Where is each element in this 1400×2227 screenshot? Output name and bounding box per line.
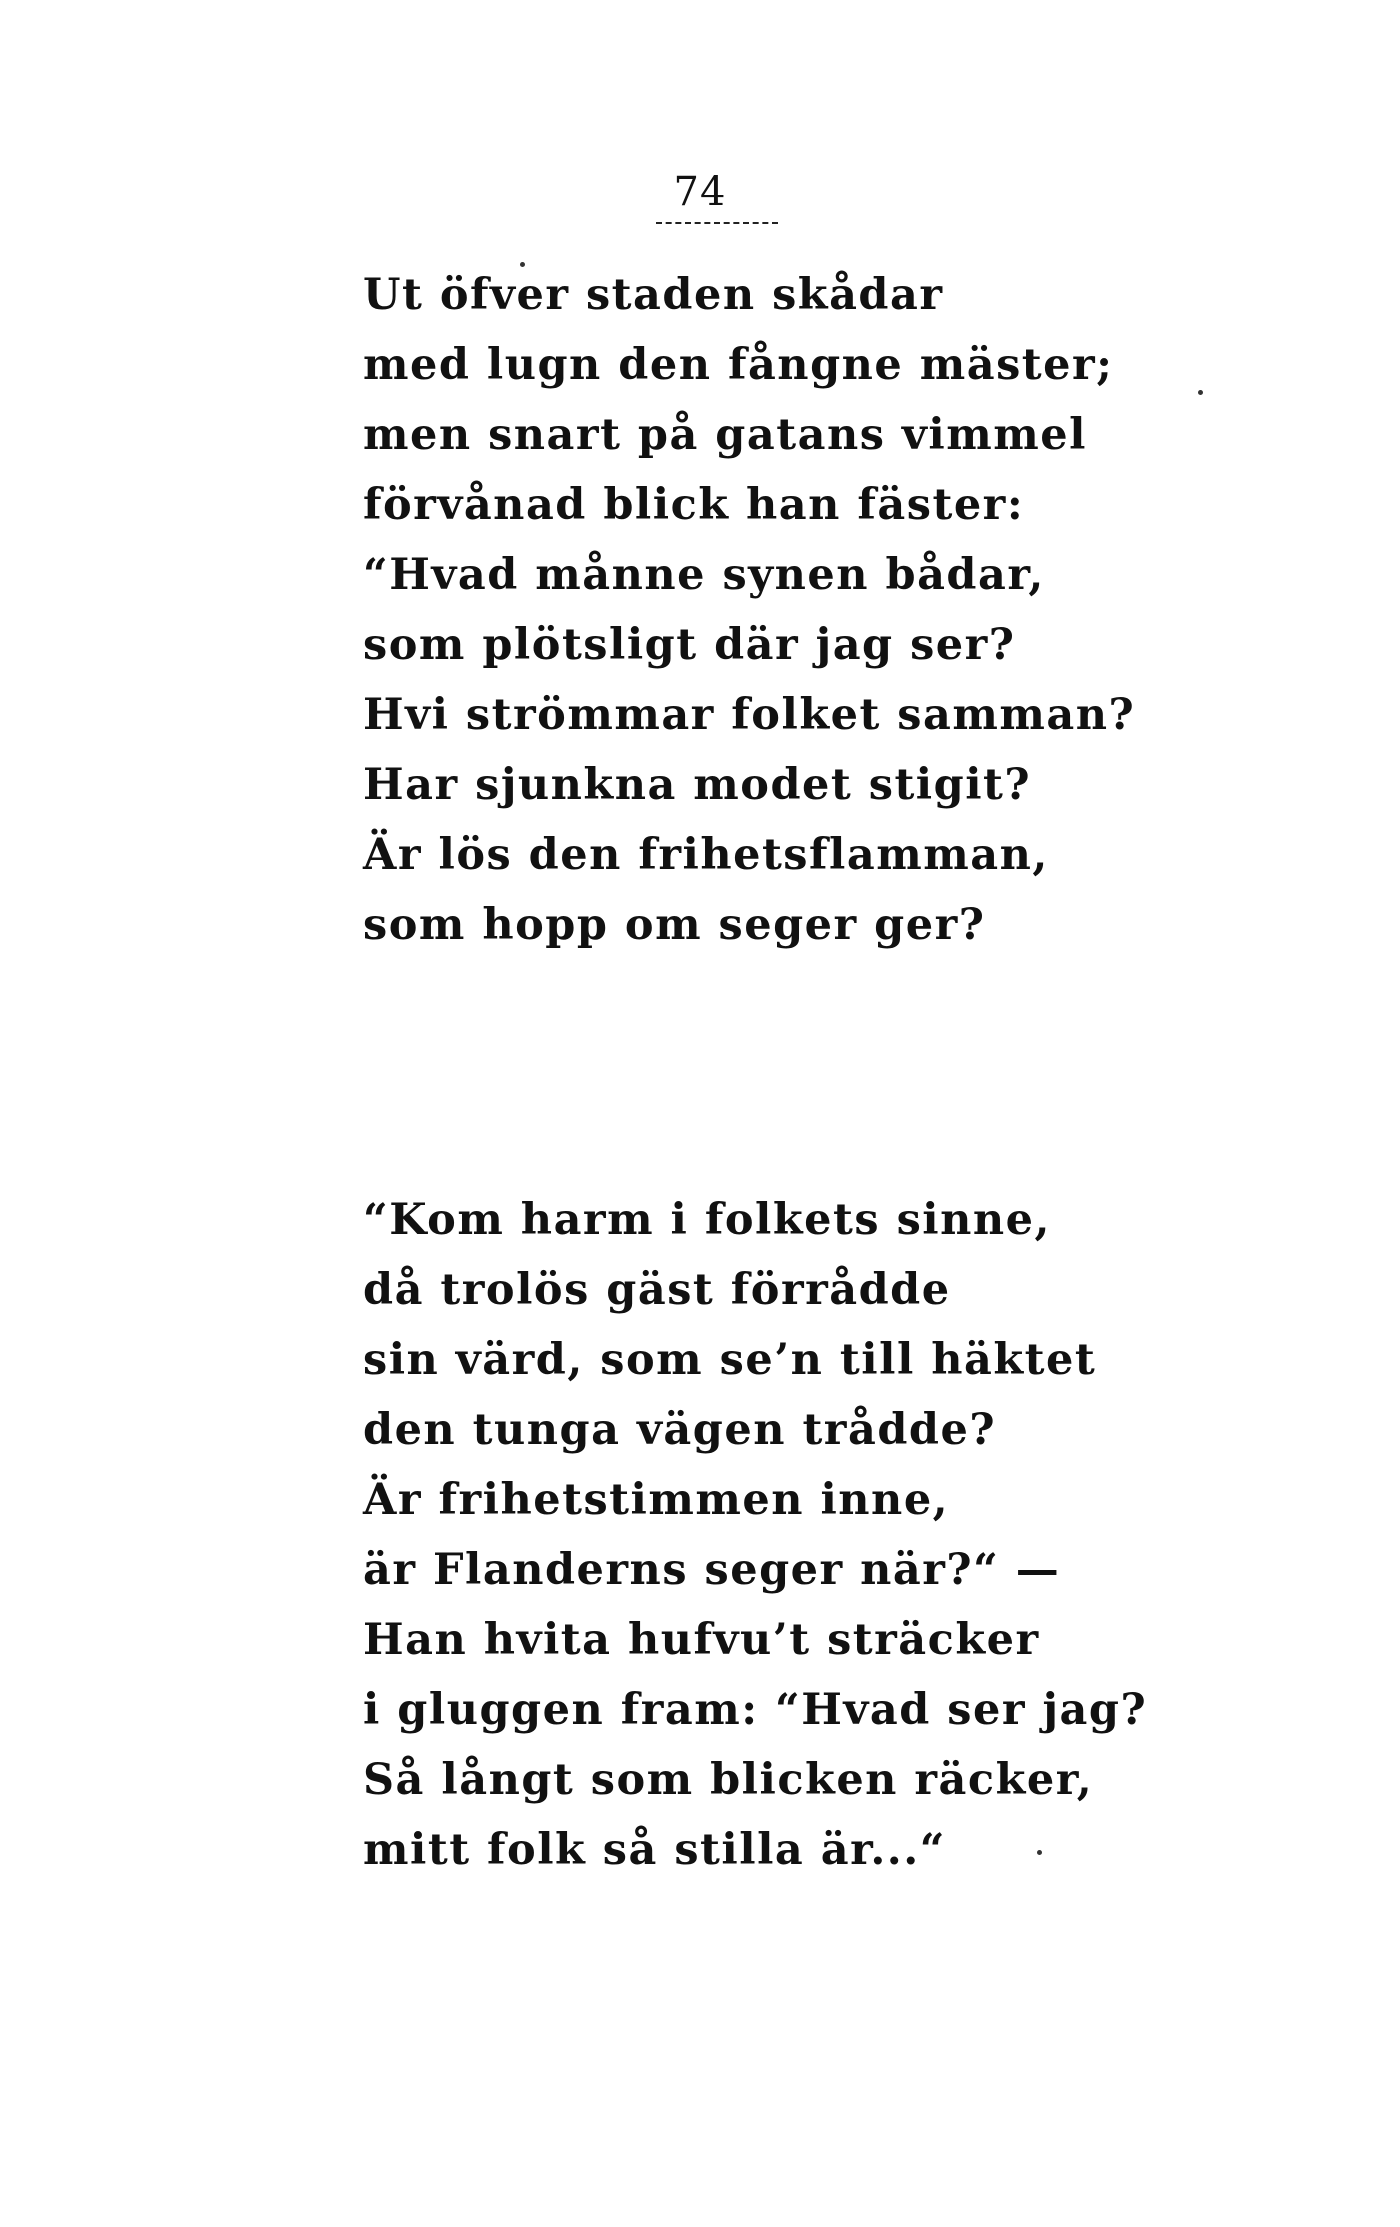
verse-line: men snart på gatans vimmel bbox=[363, 410, 1087, 460]
verse-line: förvånad blick han fäster: bbox=[363, 480, 1025, 530]
verse-line: sin värd, som se’n till häktet bbox=[363, 1335, 1097, 1385]
verse-line: Är lös den frihetsflamman, bbox=[363, 830, 1049, 880]
page-number: 74 bbox=[673, 169, 727, 215]
stanza-1 bbox=[363, 260, 1223, 960]
verse-line: Är frihetstimmen inne, bbox=[363, 1475, 950, 1525]
verse-line: i gluggen fram: “Hvad ser jag? bbox=[363, 1685, 1148, 1735]
verse-line: som hopp om seger ger? bbox=[363, 900, 986, 950]
page-number-rule bbox=[656, 222, 778, 224]
verse-line: Ut öfver staden skådar bbox=[363, 270, 944, 320]
print-speck bbox=[1198, 390, 1203, 395]
verse-line: med lugn den fångne mäster; bbox=[363, 340, 1114, 390]
verse-line: Hvi strömmar folket samman? bbox=[363, 690, 1136, 740]
verse-line: den tunga vägen trådde? bbox=[363, 1405, 997, 1455]
verse-line: “Kom harm i folkets sinne, bbox=[363, 1195, 1051, 1245]
verse-line: då trolös gäst förrådde bbox=[363, 1265, 951, 1315]
stanza-2 bbox=[363, 1185, 1223, 1885]
verse-line: Han hvita hufvu’t sträcker bbox=[363, 1615, 1040, 1665]
print-speck bbox=[1037, 1850, 1042, 1855]
verse-line: Så långt som blicken räcker, bbox=[363, 1755, 1094, 1805]
verse-line: är Flanderns seger när?“ — bbox=[363, 1545, 1061, 1595]
verse-line: mitt folk så stilla är...“ bbox=[363, 1825, 946, 1875]
verse-line: “Hvad månne synen bådar, bbox=[363, 550, 1045, 600]
verse-line: som plötsligt där jag ser? bbox=[363, 620, 1016, 670]
verse-line: Har sjunkna modet stigit? bbox=[363, 760, 1032, 810]
print-speck bbox=[520, 262, 525, 267]
